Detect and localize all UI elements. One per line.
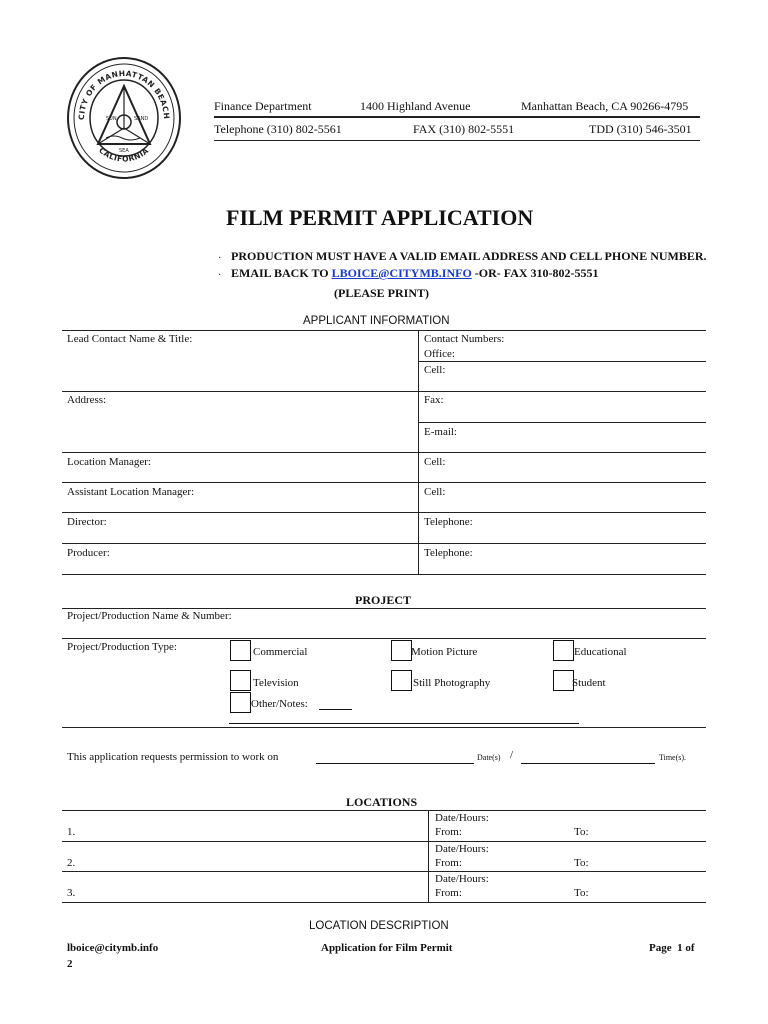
please-print: (PLEASE PRINT) [334,286,430,300]
seal-graphic [62,50,186,182]
letterhead-city: Manhattan Beach, CA 90266-4795 [521,99,689,113]
office-label: Office: [424,348,455,360]
footer-center: Application for Film Permit [321,942,453,954]
applicant-heading: APPLICANT INFORMATION [303,315,450,327]
television-checkbox[interactable] [230,670,251,691]
other-notes-short-line[interactable] [319,709,352,710]
educational-label: Educational [574,646,627,658]
times-label: Time(s). [659,753,687,762]
location-2-date-hours: Date/Hours: [435,843,489,855]
cell-label-1: Cell: [424,364,446,376]
email-label: E-mail: [424,426,457,438]
location-3-number: 3. [67,887,76,899]
seal-inner-left: SUN [106,116,117,122]
footer-page-number-wrap: 2 [67,958,73,970]
director-label: Director: [67,516,107,528]
still-photography-checkbox[interactable] [391,670,412,691]
location-2-number: 2. [67,857,76,869]
letterhead-fax: FAX (310) 802-5551 [413,122,515,136]
still-photography-label: Still Photography [413,677,491,689]
other-checkbox[interactable] [230,692,251,713]
footer-email: lboice@citymb.info [67,942,159,954]
cell-label-3: Cell: [424,486,446,498]
location-3-to: To: [574,887,589,899]
dates-label: Date(s) [477,753,501,762]
letterhead-rule [214,116,700,118]
instruction-bullet-2 [231,266,599,281]
television-label: Television [253,677,299,689]
cell-label-2: Cell: [424,456,446,468]
location-description-heading: LOCATION DESCRIPTION [309,920,449,932]
motion-picture-label: Motion Picture [411,646,478,658]
commercial-checkbox[interactable] [230,640,251,661]
other-notes-label: Other/Notes: [251,698,308,710]
locations-heading: LOCATIONS [346,795,418,809]
seal-bottom-text: CALIFORNIA [97,145,151,164]
address-label: Address: [67,394,107,406]
project-name-label: Project/Production Name & Number: [67,610,232,622]
student-label: Student [572,677,606,689]
instruction-bullet-1: PRODUCTION MUST HAVE A VALID EMAIL ADDRESS AND CELL PHONE NUMBER. [231,249,707,263]
letterhead-department: Finance Department [214,99,312,113]
letterhead-telephone: Telephone (310) 802-5561 [214,122,342,136]
seal-inner-right: SAND [134,116,149,122]
page-title: FILM PERMIT APPLICATION [226,205,534,230]
telephone-label-1: Telephone: [424,516,473,528]
project-heading: PROJECT [355,593,412,607]
location-2-to: To: [574,857,589,869]
location-3-from: From: [435,887,462,899]
city-seal [62,50,186,182]
letterhead-rule-2 [214,140,700,141]
educational-checkbox[interactable] [553,640,574,661]
instruction-bullet-2-prefix: EMAIL BACK TO [231,266,332,280]
permission-text: This application requests permission to work on [67,751,279,763]
footer-page: Page 1 of [649,942,695,954]
letterhead-address: 1400 Highland Avenue [360,99,471,113]
location-3-date-hours: Date/Hours: [435,873,489,885]
seal-inner-bottom: SEA [119,148,129,154]
email-link[interactable]: LBOICE@CITYMB.INFO [331,266,472,280]
location-2-from: From: [435,857,462,869]
location-1-number: 1. [67,826,76,838]
instruction-bullet-2-suffix: -OR- FAX 310-802-5551 [471,266,599,280]
dates-line[interactable] [316,763,474,764]
fax-label: Fax: [424,394,444,406]
location-1-date-hours: Date/Hours: [435,812,489,824]
other-notes-line[interactable] [229,723,579,724]
project-type-label: Project/Production Type: [67,641,177,653]
motion-picture-checkbox[interactable] [391,640,412,661]
times-line[interactable] [521,763,655,764]
telephone-label-2: Telephone: [424,547,473,559]
student-checkbox[interactable] [553,670,574,691]
location-manager-label: Location Manager: [67,456,151,468]
assistant-location-manager-label: Assistant Location Manager: [67,486,195,498]
location-1-from: From: [435,826,462,838]
contact-numbers-label: Contact Numbers: [424,333,505,345]
commercial-label: Commercial [253,646,308,658]
lead-contact-label: Lead Contact Name & Title: [67,333,193,345]
seal-outer-text: CITY OF MANHATTAN BEACH [76,68,172,121]
location-1-to: To: [574,826,589,838]
dates-times-slash: / [510,749,514,761]
producer-label: Producer: [67,547,110,559]
letterhead-tdd: TDD (310) 546-3501 [589,122,692,136]
